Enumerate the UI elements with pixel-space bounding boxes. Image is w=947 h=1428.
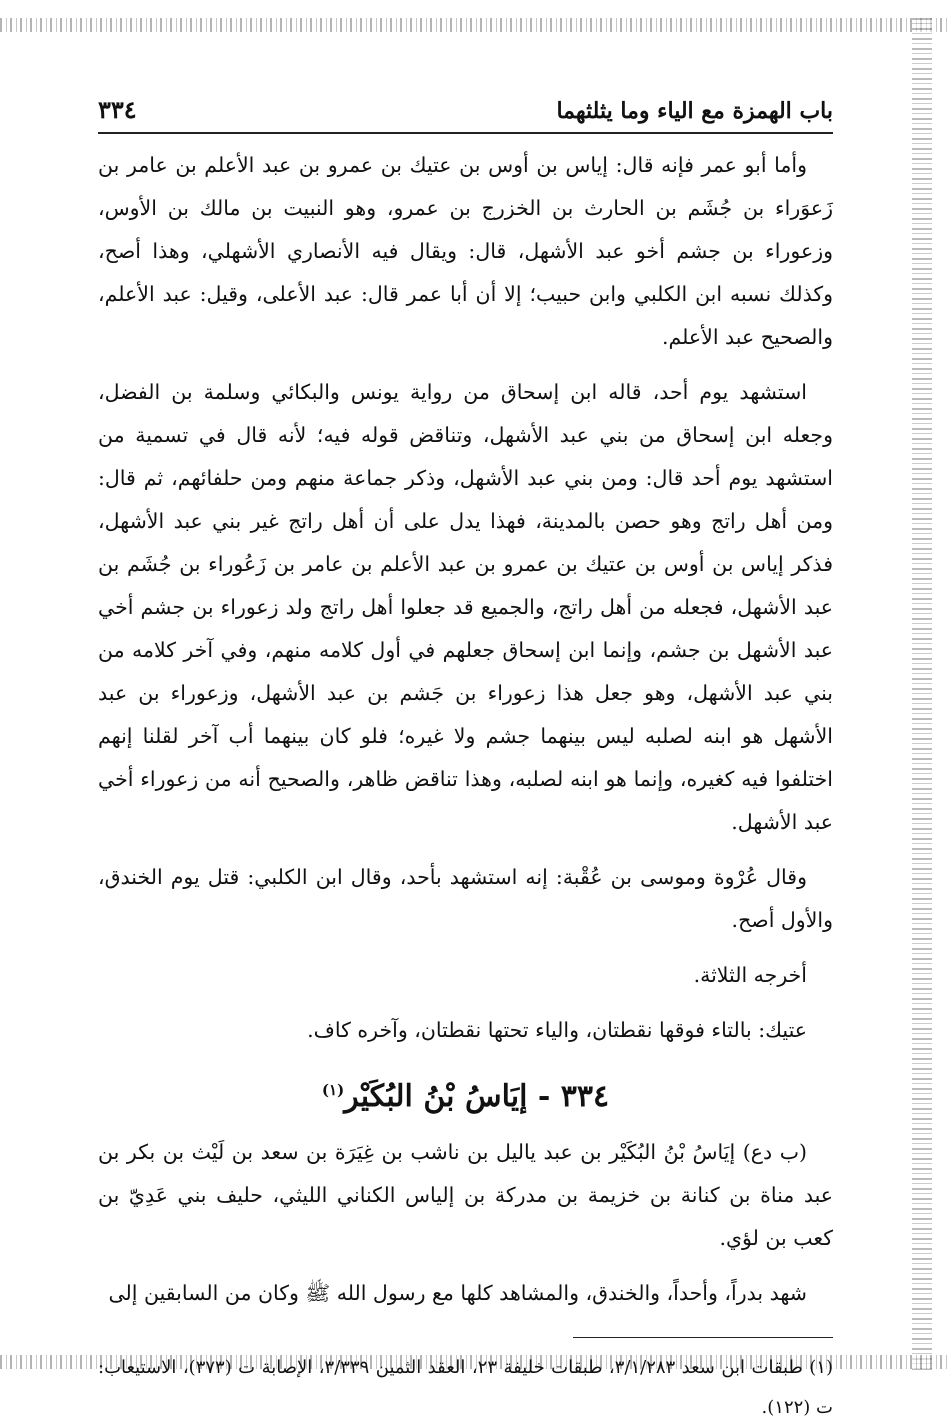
paragraph: استشهد يوم أحد، قاله ابن إسحاق من رواية يونس والبكائي وسلمة بن الفضل، وجعله ابن إسحاق من بني عبد الأشهل، وتناقض قوله فيه؛ لأنه قال في تسمية من استشهد يوم أحد قال: ومن بني عبد الأشهل، وذكر جماعة منهم ومن حلفائهم، ثم قال: ومن أهل راتج وهو حصن بالمدينة، فهذا يدل على أن أهل راتج غير بني عبد الأشهل، فذكر إياس بن أوس بن عتيك بن عمرو بن عبد الأعلم بن عامر بن زَعُوراء بن جُشَم بن عبد الأشهل، فجعله من أهل راتج، والجميع قد جعلوا أهل راتج ولد زعوراء بن جشم أخي عبد الأشهل بن جشم، وإنما ابن إسحاق جعلهم في أول كلامه منهم، وفي آخر كلامه من بني عبد الأشهل، وهو جعل هذا زعوراء بن جَشم بن عبد الأشهل، وزعوراء بن عبد الأشهل هو ابنه لصلبه ليس بينهما جشم ولا غيره؛ فلو كان بينهما أب آخر لقلنا إنهم اختلفوا فيه كغيره، وإنما هو ابنه لصلبه، وهذا تناقض ظاهر، والصحيح أنه من زعوراء أخي عبد الأشهل. — [98, 380, 833, 834]
entry-heading — [98, 1066, 833, 1121]
chapter-title: باب الهمزة مع الياء وما يثلثهما — [556, 98, 833, 124]
ornamental-border-top — [0, 18, 947, 32]
running-header — [98, 95, 833, 134]
footnote-marker: (١) — [321, 1081, 345, 1099]
footnote-separator — [573, 1337, 833, 1338]
paragraph: وأما أبو عمر فإنه قال: إياس بن أوس بن عتيك بن عمرو بن عبد الأعلم بن عامر بن زَعوَراء بن جُشَم بن الحارث بن الخزرج بن عمرو، وهو النبيت بن مالك بن الأوس، وزعوراء بن جشم أخو عبد الأشهل، قال: ويقال فيه الأنصاري الأشهلي، وهذا أصح، وكذلك نسبه ابن الكلبي وابن حبيب؛ إلا أن أبا عمر قال: عبد الأعلى، وقيل: عبد الأعلم، والصحيح عبد الأعلم. — [98, 153, 833, 349]
ornamental-border-right — [912, 18, 932, 1370]
paragraph: عتيك: بالتاء فوقها نقطتان، والياء تحتها نقطتان، وآخره كاف. — [307, 1018, 807, 1042]
paragraph: (ب دع) إيَاسُ بْنُ البُكَيْر بن عبد ياليل بن ناشب بن غِيَرَة بن سعد بن لَيْث بن بكر بن عبد مناة بن كنانة بن خزيمة بن مدركة بن إلياس الكناني الليثي، حليف بني عَدِيّ بن كعب بن لؤي. — [98, 1140, 833, 1250]
paragraph: شهد بدراً، وأحداً، والخندق، والمشاهد كلها مع رسول الله ﷺ وكان من السابقين إلى — [108, 1281, 807, 1305]
paragraph: وقال عُرْوة وموسى بن عُقْبة: إنه استشهد بأحد، وقال ابن الكلبي: قتل يوم الخندق، والأول أصح. — [98, 865, 833, 932]
page-content — [98, 95, 833, 1428]
entry-title-text: ٣٣٤ - إيَاسُ بْنُ البُكَيْر — [344, 1079, 610, 1114]
footnote: (١) طبقات ابن سعد ٣/١/٢٨٣، طبقات خليفة ٢٣، العقد الثمين ٣/٣٣٩، الإصابة ت (٣٧٣)، الاستيعاب: ت (١٢٢). — [98, 1357, 833, 1418]
page-number: ٣٣٤ — [98, 95, 137, 124]
paragraph: أخرجه الثلاثة. — [693, 963, 807, 987]
